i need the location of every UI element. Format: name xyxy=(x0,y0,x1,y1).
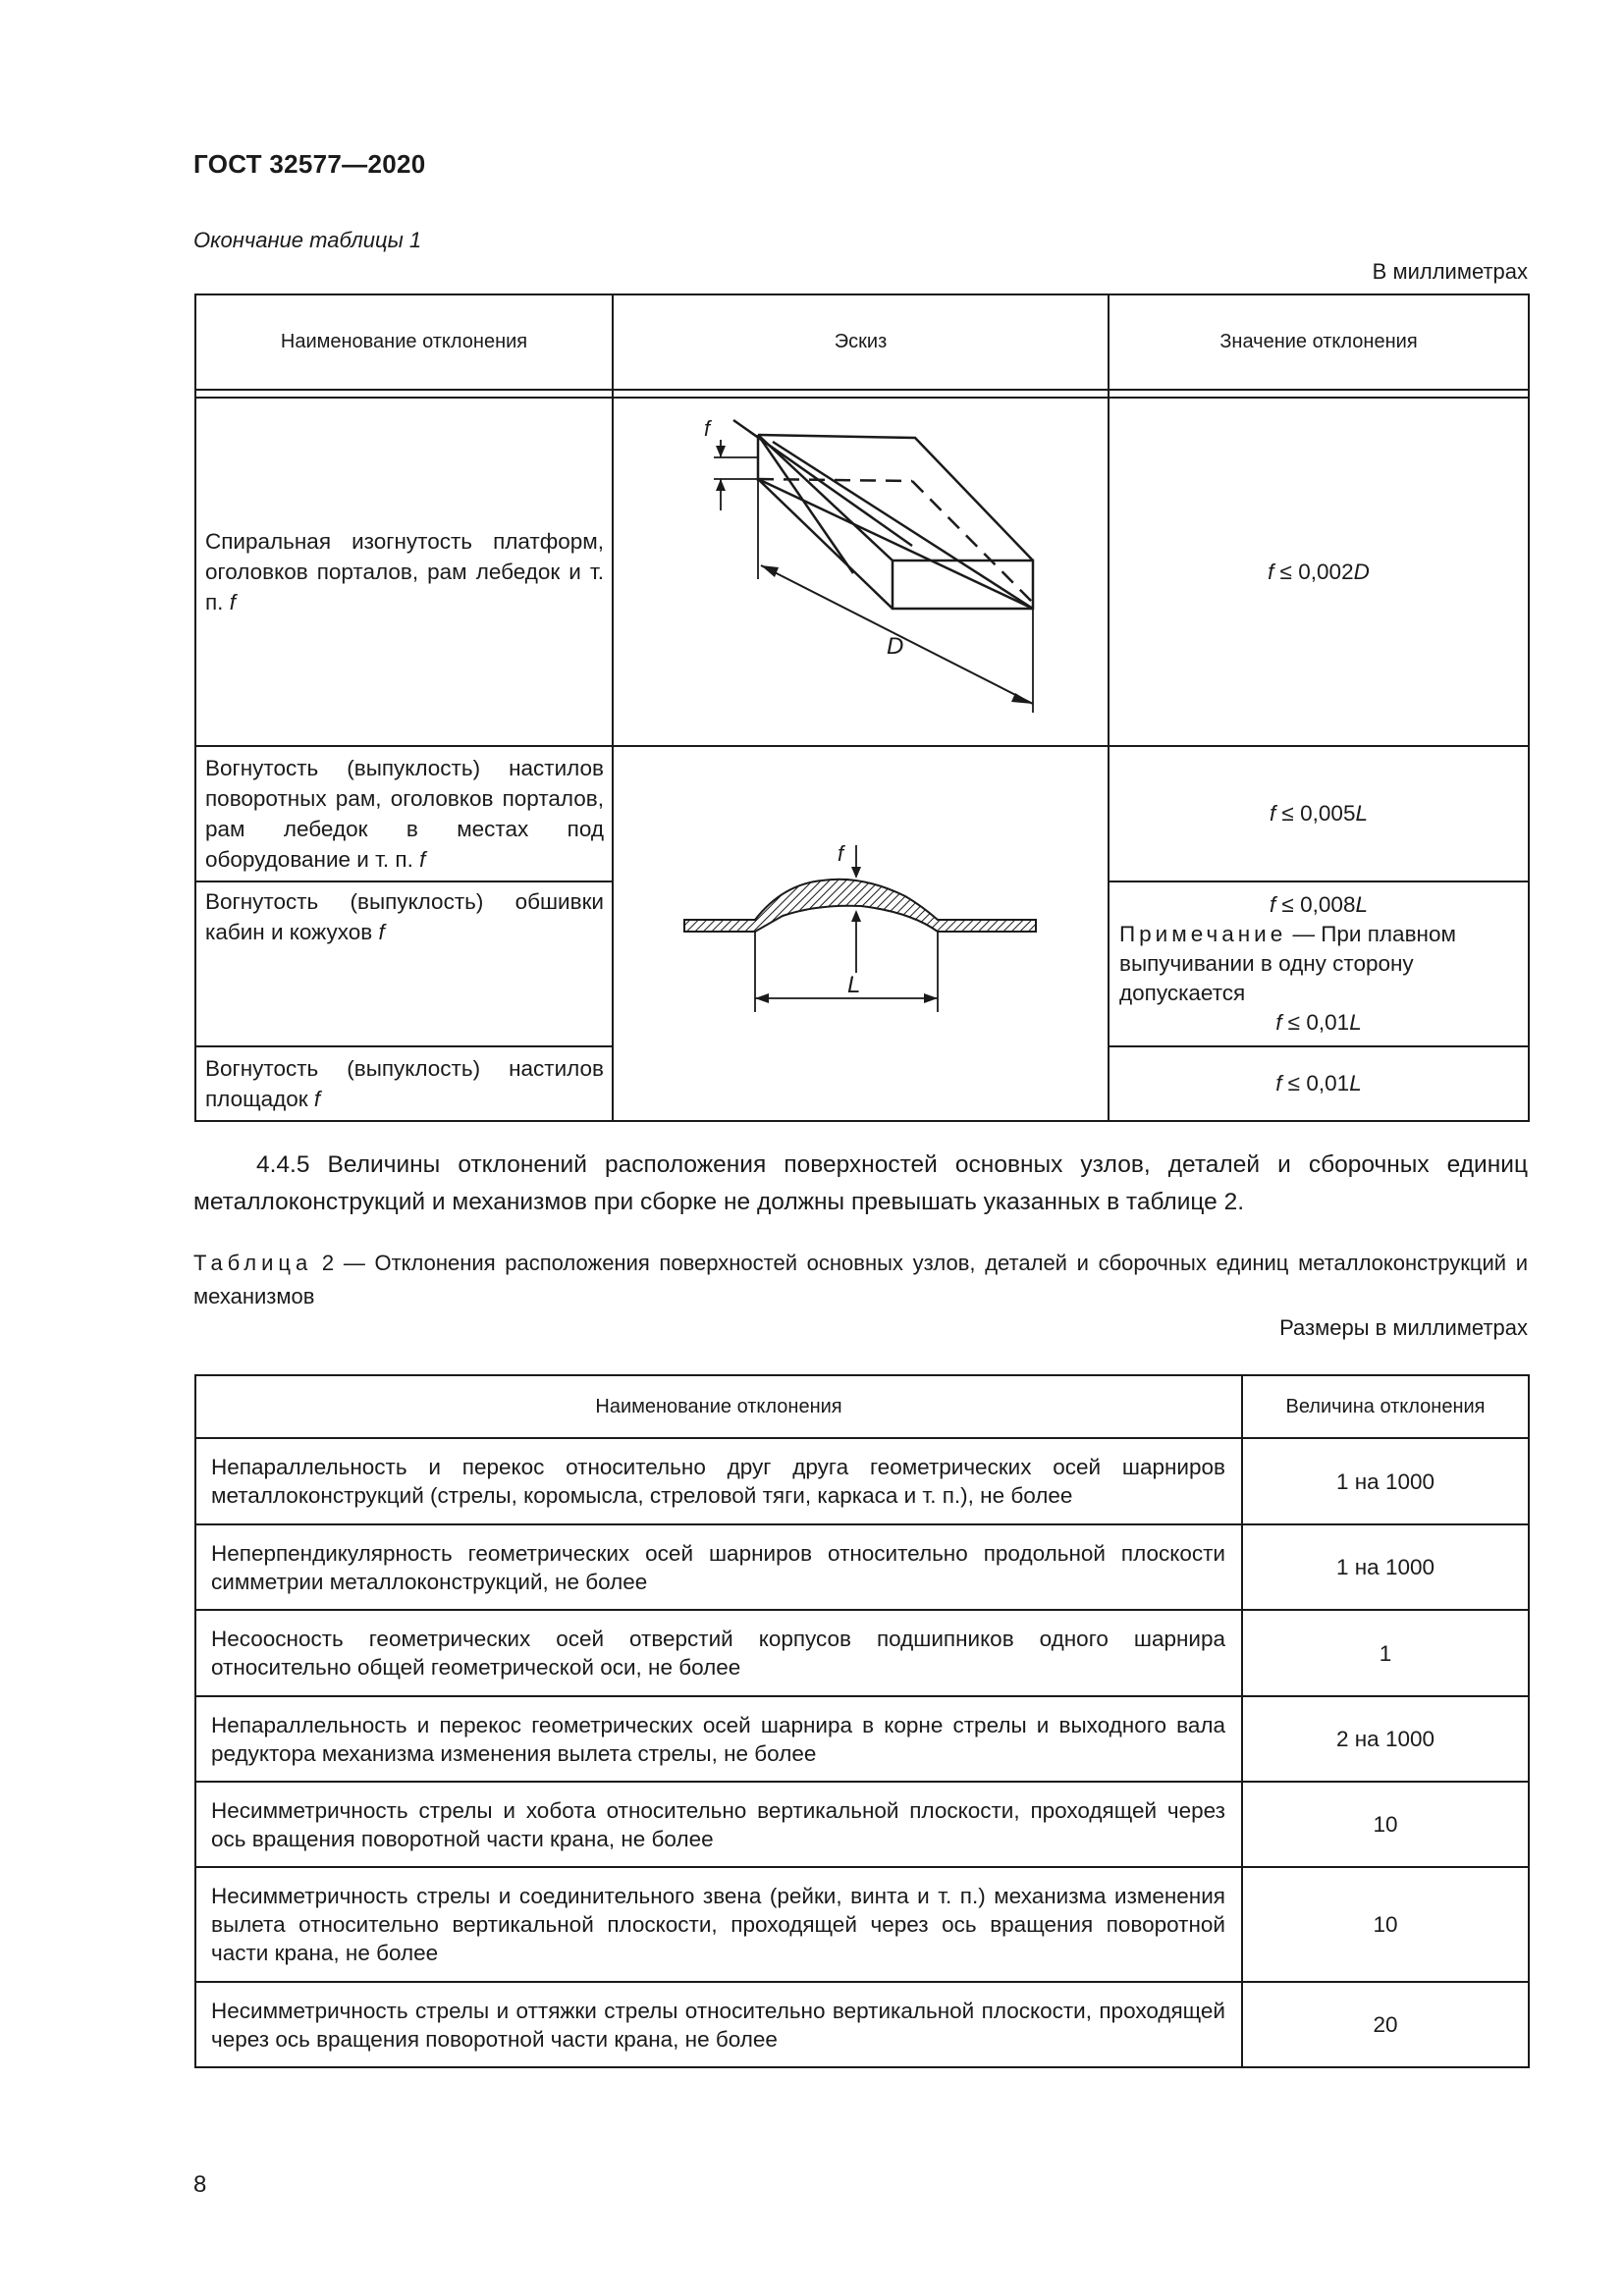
sketch-bulge xyxy=(613,746,1109,1121)
table1-header-gap xyxy=(195,390,1529,398)
deviation-name: Несимметричность стрелы и соединительного звена (рейки, винта и т. п.) механизма изменения вылета относительно вертикальной плоскости, проходящей через ось вращения поворотной части крана, не более xyxy=(195,1867,1242,1982)
deviation-name: Спиральная изогнутость платформ, оголовков порталов, рам лебедок и т. п. f xyxy=(195,398,613,746)
table2-col-name: Наименование отклонения xyxy=(195,1375,1242,1438)
table1-col-sketch: Эскиз xyxy=(613,294,1109,390)
deviation-name: Несимметричность стрелы и оттяжки стрелы относительно вертикальной плоскости, проходящей через ось вращения поворотной части крана, не более xyxy=(195,1982,1242,2067)
deviation-name: Вогнутость (выпуклость) настилов площадок f xyxy=(195,1046,613,1121)
document-code: ГОСТ 32577—2020 xyxy=(193,149,426,179)
table-row xyxy=(195,1982,1529,2067)
table-row xyxy=(195,1524,1529,1610)
table1-units: В миллиметрах xyxy=(1372,259,1528,284)
deviation-value: f ≤ 0,008L xyxy=(1270,892,1368,917)
deviation-name: Непараллельность и перекос относительно друг друга геометрических осей шарниров металлоконструкций (стрелы, коромысла, стреловой тяги, каркаса и т. п.), не более xyxy=(195,1438,1242,1524)
table-row xyxy=(195,1782,1529,1867)
deviation-name: Несоосность геометрических осей отверстий корпусов подшипников одного шарнира относительно общей геометрической оси, не более xyxy=(195,1610,1242,1696)
note-value: f ≤ 0,01L xyxy=(1275,1010,1362,1035)
deviation-value: f ≤ 0,002D xyxy=(1109,398,1529,746)
paragraph-4-4-5: 4.4.5 Величины отклонений расположения поверхностей основных узлов, деталей и сборочных единиц металлоконструкций и механизмов при сборке не должны превышать указанных в таблице 2. xyxy=(193,1151,1528,1215)
sketch-label-l: L xyxy=(846,972,860,998)
deviation-value: f ≤ 0,005L xyxy=(1109,746,1529,881)
table-row xyxy=(195,398,1529,746)
spiral-twist-sketch xyxy=(616,400,1107,744)
sketch-spiral-twist xyxy=(613,398,1109,746)
table-row xyxy=(195,746,1529,881)
table1-continuation-caption: Окончание таблицы 1 xyxy=(193,228,422,252)
table-row xyxy=(195,1438,1529,1524)
deviation-value: 1 на 1000 xyxy=(1242,1438,1529,1524)
deviation-value: f ≤ 0,01L xyxy=(1109,1046,1529,1121)
sketch-label-d: D xyxy=(886,632,903,660)
table2-caption: Таблица 2 — Отклонения расположения поверхностей основных узлов, деталей и сборочных единиц металлоконструкций и механизмов xyxy=(193,1251,1528,1308)
deviation-value: 10 xyxy=(1242,1867,1529,1982)
table-row xyxy=(195,1867,1529,1982)
page-number: 8 xyxy=(193,2171,207,2198)
deviation-name: Непараллельность и перекос геометрических осей шарнира в корне стрелы и выходного вала редуктора механизма изменения вылета стрелы, не более xyxy=(195,1696,1242,1782)
table1-col-name: Наименование отклонения xyxy=(195,294,613,390)
table-row xyxy=(195,1610,1529,1696)
table2-header-row xyxy=(195,1375,1529,1438)
deviation-value: 1 на 1000 xyxy=(1242,1524,1529,1610)
table-row xyxy=(195,1696,1529,1782)
deviation-value: 2 на 1000 xyxy=(1242,1696,1529,1782)
deviation-name: Вогнутость (выпуклость) обшивки кабин и кожухов f xyxy=(195,881,613,1046)
deviation-value: 20 xyxy=(1242,1982,1529,2067)
note: Примечание — При плавном выпучивании в одну сторону допускается xyxy=(1119,922,1456,1005)
table2-col-value: Величина отклонения xyxy=(1242,1375,1529,1438)
sketch-label-f: f xyxy=(703,415,710,441)
deviation-name: Вогнутость (выпуклость) настилов поворотных рам, оголовков порталов, рам лебедок в местах под оборудование и т. п. f xyxy=(195,746,613,881)
bulge-sketch xyxy=(616,835,1107,1032)
table1 xyxy=(194,294,1530,1122)
table2 xyxy=(194,1374,1530,2068)
deviation-name: Неперпендикулярность геометрических осей шарниров относительно продольной плоскости симметрии металлоконструкций, не более xyxy=(195,1524,1242,1610)
deviation-value: 1 xyxy=(1242,1610,1529,1696)
table1-header-row xyxy=(195,294,1529,390)
table2-units: Размеры в миллиметрах xyxy=(1279,1315,1528,1340)
deviation-name: Несимметричность стрелы и хобота относительно вертикальной плоскости, проходящей через ось вращения поворотной части крана, не более xyxy=(195,1782,1242,1867)
deviation-value: 10 xyxy=(1242,1782,1529,1867)
deviation-value-with-note xyxy=(1109,881,1529,1046)
sketch-label-f: f xyxy=(837,841,843,866)
table1-col-value: Значение отклонения xyxy=(1109,294,1529,390)
